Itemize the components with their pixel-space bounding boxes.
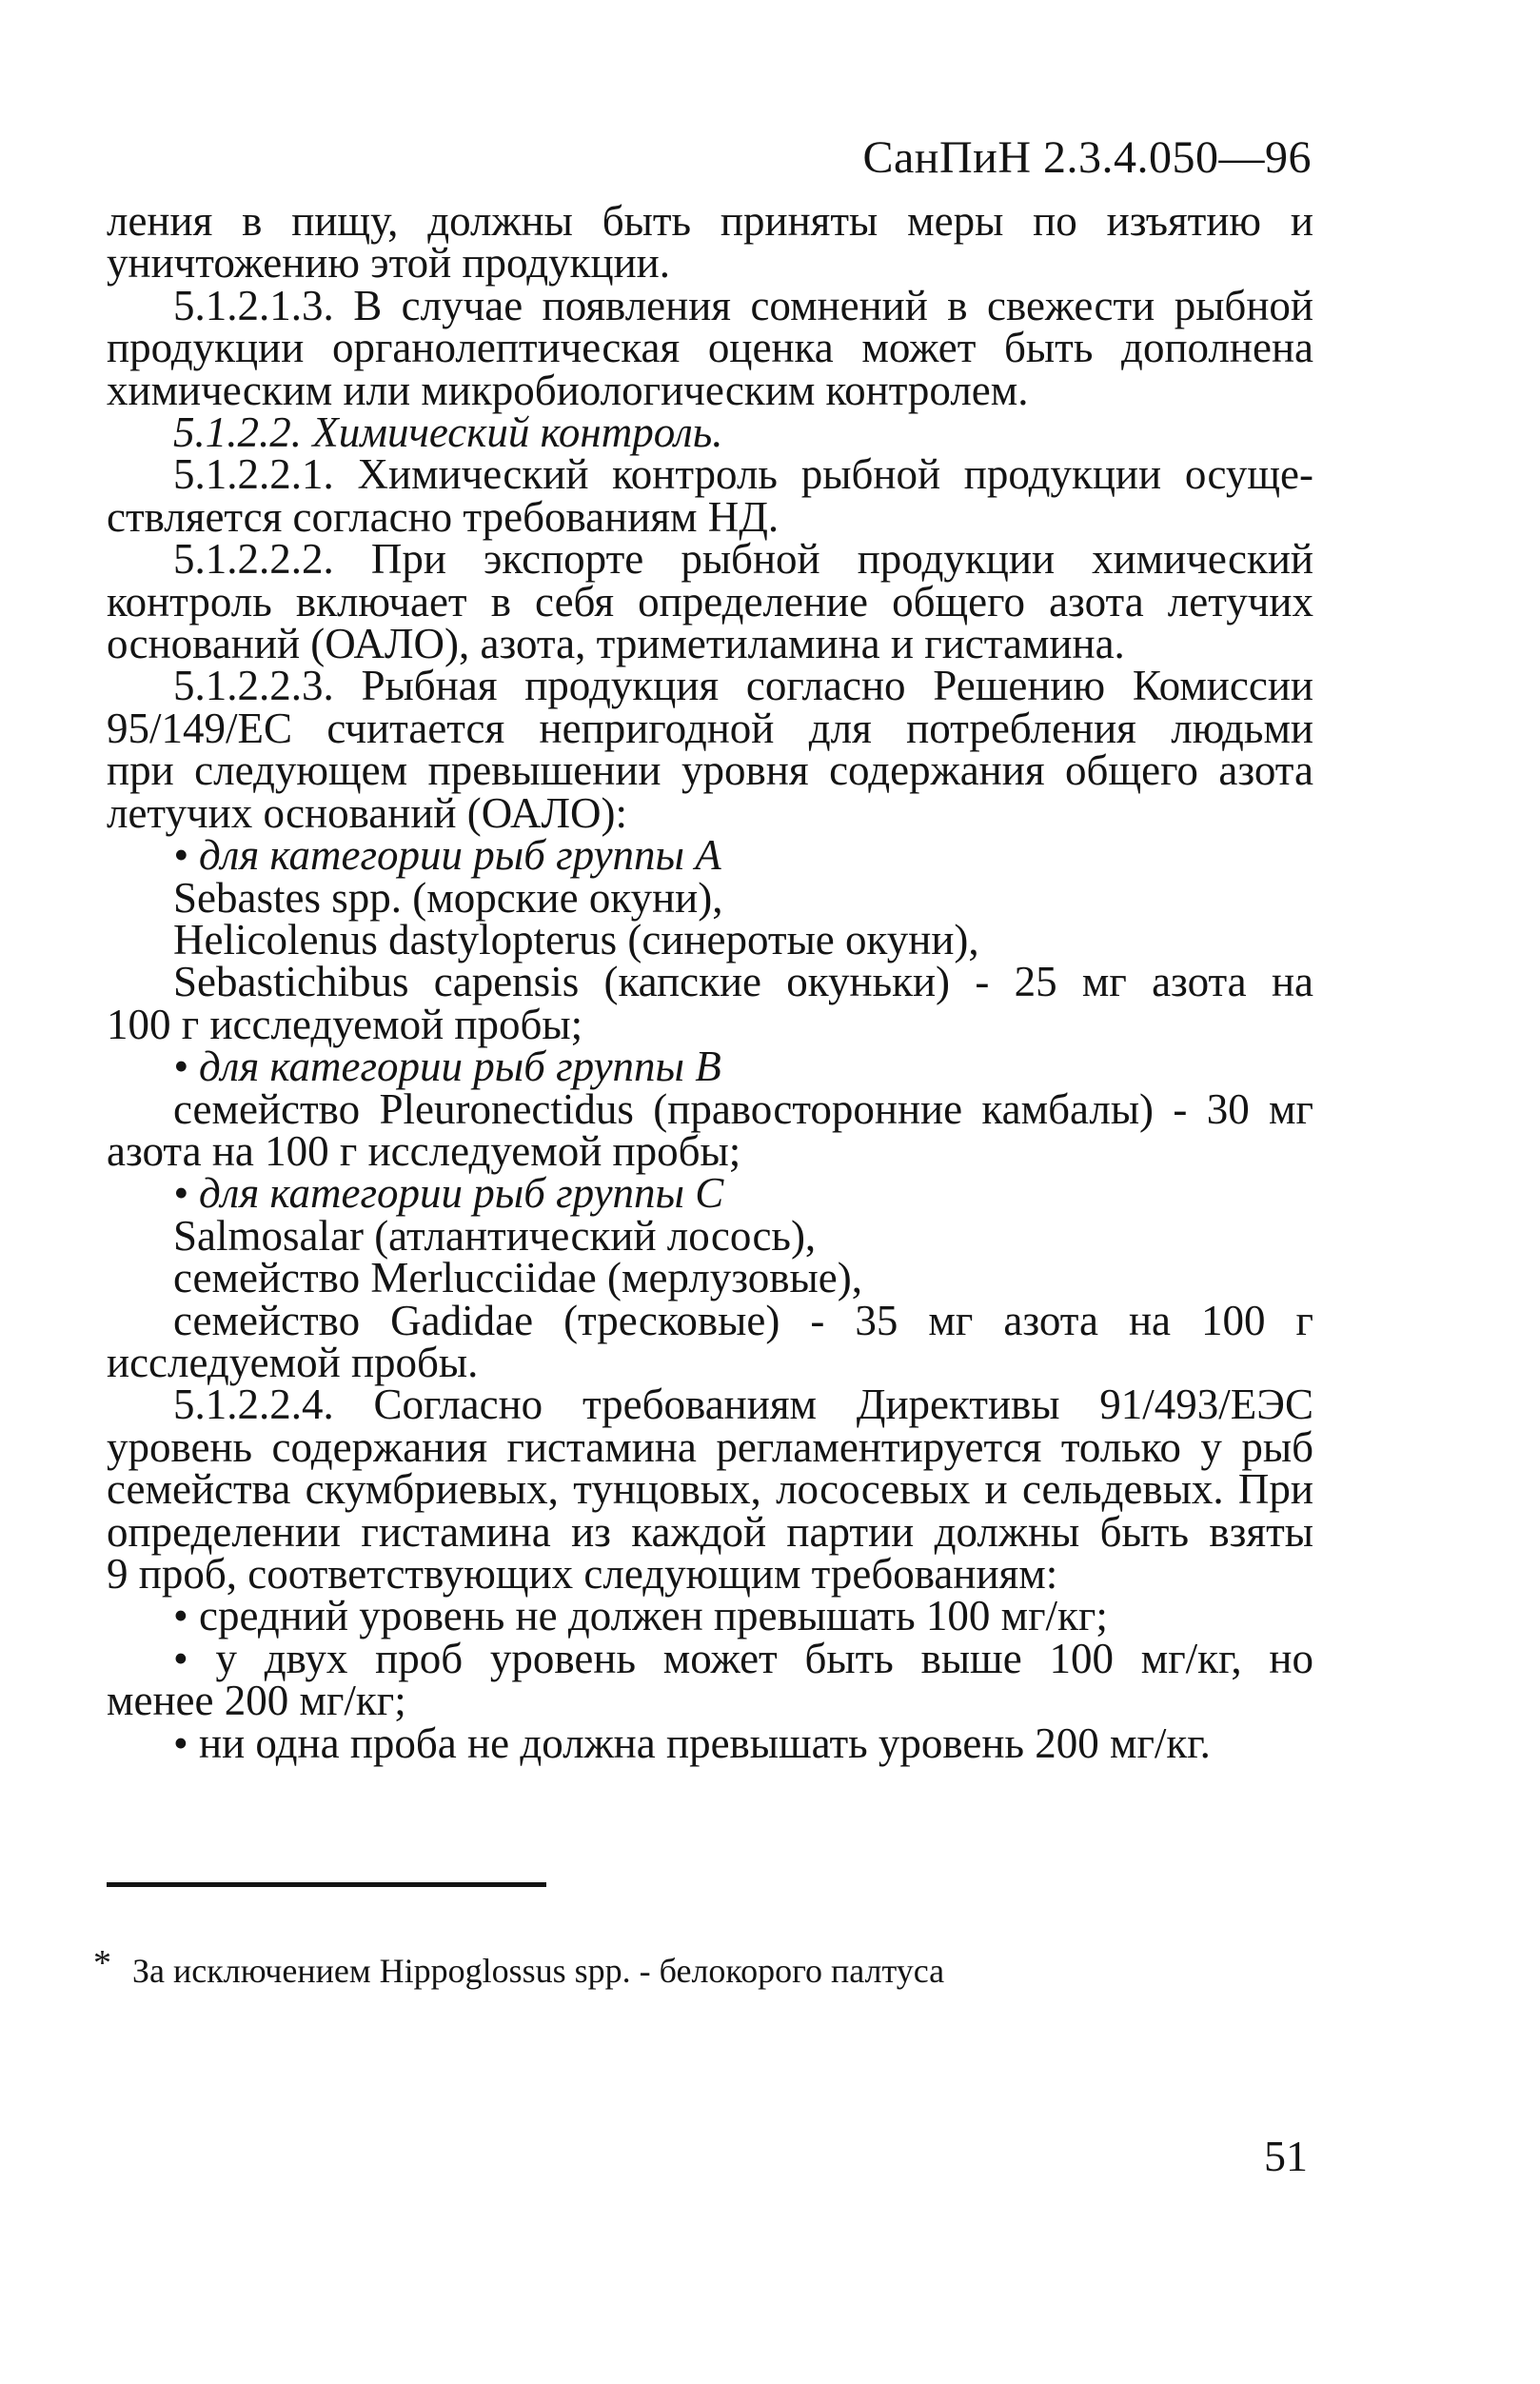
text-line: азота на 100 г исследуемой пробы; xyxy=(107,1126,741,1175)
text-line: 9 проб, соответствующих следующим требованиям: xyxy=(107,1550,1058,1598)
bullet-item: • ни одна проба не должна превышать уровень 200 мг/кг. xyxy=(173,1718,1211,1767)
text-line: ления в пищу, должны быть приняты меры по изъятию и xyxy=(107,197,1313,245)
bullet-group-b: • для категории рыб группы В xyxy=(173,1043,721,1091)
footnote-marker: * xyxy=(93,1943,111,1983)
footnote xyxy=(93,1942,944,1991)
list-item: семейство Pleuronectidus (правосторонние камбалы) - 30 мг xyxy=(173,1084,1313,1133)
text-line: 100 г исследуемой пробы; xyxy=(107,1000,583,1048)
page-number: 51 xyxy=(1264,2132,1308,2180)
clause-5-1-2-2-4: 5.1.2.2.4. Согласно требованиям Директивы 91/493/ЕЭС xyxy=(173,1381,1313,1429)
text-line: определении гистамина из каждой партии должны быть взяты xyxy=(107,1507,1313,1556)
text-line: ствляется согласно требованиям НД. xyxy=(107,492,780,541)
bullet-item: • средний уровень не должен превышать 100 мг/кг; xyxy=(173,1592,1108,1640)
text-line: летучих оснований (ОАЛО): xyxy=(107,788,628,837)
text-line: исследуемой пробы. xyxy=(107,1338,479,1386)
text-line: уровень содержания гистамина регламентируется только у рыб xyxy=(107,1422,1313,1471)
clause-5-1-2-2-3: 5.1.2.2.3. Рыбная продукция согласно Решению Комиссии xyxy=(173,662,1313,710)
text-line: при следующем превышении уровня содержания общего азота xyxy=(107,746,1313,795)
bullet-item: • у двух проб уровень может быть выше 100 мг/кг, но xyxy=(173,1634,1313,1682)
bullet-group-a: • для категории рыб группы А xyxy=(173,831,721,880)
clause-5-1-2-1-3: 5.1.2.1.3. В случае появления сомнений в свежести рыбной xyxy=(173,281,1313,329)
section-heading-chemical-control: 5.1.2.2. Химический контроль. xyxy=(173,408,723,457)
footnote-divider xyxy=(107,1882,546,1887)
list-item: семейство Merlucciidae (мерлузовые), xyxy=(173,1254,862,1302)
body-text xyxy=(107,197,1313,1767)
clause-5-1-2-2-2: 5.1.2.2.2. При экспорте рыбной продукции химический xyxy=(173,535,1313,584)
list-item: Helicolenus dastylopterus (синеротые окуни), xyxy=(173,915,979,964)
text-line: менее 200 мг/кг; xyxy=(107,1677,406,1725)
text-line: оснований (ОАЛО), азота, триметиламина и гистамина. xyxy=(107,620,1125,668)
text-line: химическим или микробиологическим контролем. xyxy=(107,366,1029,414)
clause-5-1-2-2-1: 5.1.2.2.1. Химический контроль рыбной продукции осуще- xyxy=(173,450,1313,499)
list-item: Sebastichibus capensis (капские окуньки) - 25 мг азота на xyxy=(173,958,1313,1006)
text-line: продукции органолептическая оценка может быть дополнена xyxy=(107,324,1313,372)
bullet-group-c: • для категории рыб группы С xyxy=(173,1169,724,1218)
list-item: Salmosalar (атлантический лосось), xyxy=(173,1211,817,1260)
list-item: Sebastes spp. (морские окуни), xyxy=(173,873,723,922)
text-line: контроль включает в себя определение общего азота летучих xyxy=(107,577,1313,626)
list-item: семейство Gadidae (тресковые) - 35 мг азота на 100 г xyxy=(173,1296,1313,1344)
text-line: уничтожению этой продукции. xyxy=(107,239,671,288)
footnote-text: За исключением Hippoglossus spp. - белокорого палтуса xyxy=(132,1952,945,1990)
text-line: семейства скумбриевых, тунцовых, лососевых и сельдевых. При xyxy=(107,1465,1313,1514)
text-line: 95/149/ЕС считается непригодной для потребления людьми xyxy=(107,704,1313,752)
running-header: СанПиН 2.3.4.050—96 xyxy=(862,132,1312,183)
